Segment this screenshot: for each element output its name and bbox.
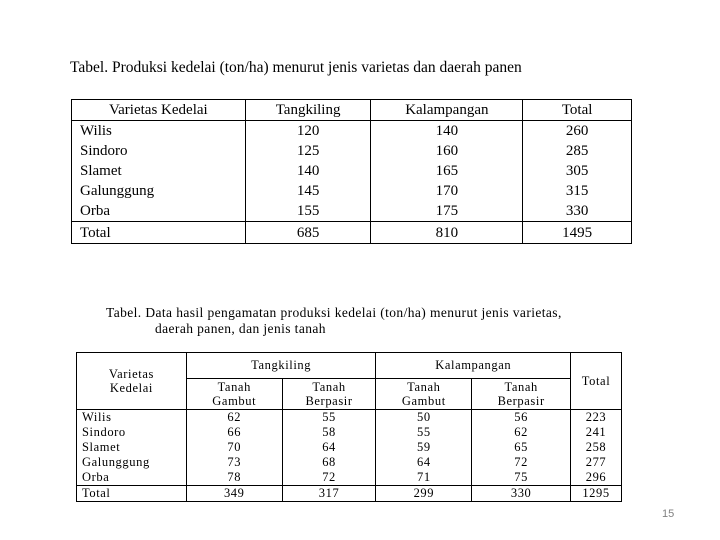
subheader-tanah-berpasir — [472, 379, 571, 410]
total-cell: 685 — [245, 222, 371, 244]
header-tangkiling: Tangkiling — [245, 100, 371, 121]
table1-total-row — [72, 222, 632, 244]
variety-cell: Orba — [72, 201, 246, 222]
table1-header-row — [72, 100, 632, 121]
subheader-line: Tanah — [407, 380, 441, 394]
value-cell: 64 — [376, 455, 472, 470]
header-total: Total — [571, 353, 622, 410]
value-cell: 160 — [371, 141, 523, 161]
table1-caption: Tabel. Produksi kedelai (ton/ha) menurut jenis varietas dan daerah panen — [70, 59, 522, 76]
variety-cell: Slamet — [77, 440, 187, 455]
subheader-tanah-gambut — [376, 379, 472, 410]
value-cell: 75 — [472, 470, 571, 486]
table-row — [77, 470, 622, 486]
subheader-tanah-berpasir — [282, 379, 376, 410]
value-cell: 170 — [371, 181, 523, 201]
value-cell: 140 — [371, 121, 523, 142]
value-cell: 125 — [245, 141, 371, 161]
value-cell: 65 — [472, 440, 571, 455]
page-number: 15 — [662, 508, 675, 520]
value-cell: 175 — [371, 201, 523, 222]
row-header-line1: Varietas — [108, 367, 154, 381]
subheader-line: Berpasir — [305, 394, 353, 408]
value-cell: 59 — [376, 440, 472, 455]
variety-cell: Orba — [77, 470, 187, 486]
observation-table — [76, 352, 622, 502]
value-cell: 140 — [245, 161, 371, 181]
total-label: Total — [77, 486, 187, 502]
total-cell: 1495 — [523, 222, 632, 244]
value-cell: 145 — [245, 181, 371, 201]
total-cell: 349 — [186, 486, 282, 502]
total-cell: 1295 — [571, 486, 622, 502]
value-cell: 55 — [376, 425, 472, 440]
value-cell: 64 — [282, 440, 376, 455]
row-header-line2: Kedelai — [109, 381, 153, 395]
value-cell: 285 — [523, 141, 632, 161]
header-total: Total — [523, 100, 632, 121]
variety-cell: Wilis — [72, 121, 246, 142]
value-cell: 62 — [186, 410, 282, 426]
table-row — [77, 410, 622, 426]
table2-caption-line2: daerah panen, dan jenis tanah — [155, 321, 326, 336]
value-cell: 155 — [245, 201, 371, 222]
variety-cell: Sindoro — [77, 425, 187, 440]
group-kalampangan: Kalampangan — [376, 353, 571, 379]
value-cell: 165 — [371, 161, 523, 181]
value-cell: 258 — [571, 440, 622, 455]
value-cell: 68 — [282, 455, 376, 470]
table2-total-row — [77, 486, 622, 502]
value-cell: 70 — [186, 440, 282, 455]
value-cell: 50 — [376, 410, 472, 426]
header-kalampangan: Kalampangan — [371, 100, 523, 121]
value-cell: 305 — [523, 161, 632, 181]
total-cell: 317 — [282, 486, 376, 502]
value-cell: 120 — [245, 121, 371, 142]
value-cell: 72 — [472, 455, 571, 470]
variety-cell: Slamet — [72, 161, 246, 181]
total-cell: 810 — [371, 222, 523, 244]
table-row — [72, 141, 632, 161]
value-cell: 296 — [571, 470, 622, 486]
variety-cell: Sindoro — [72, 141, 246, 161]
table-row — [77, 440, 622, 455]
table-row — [72, 201, 632, 222]
subheader-tanah-gambut — [186, 379, 282, 410]
value-cell: 72 — [282, 470, 376, 486]
value-cell: 241 — [571, 425, 622, 440]
value-cell: 55 — [282, 410, 376, 426]
value-cell: 223 — [571, 410, 622, 426]
subheader-line: Gambut — [401, 394, 446, 408]
subheader-line: Tanah — [217, 380, 251, 394]
table-row — [77, 425, 622, 440]
table2-caption-line1: Tabel. Data hasil pengamatan produksi kedelai (ton/ha) menurut jenis varietas, — [106, 305, 562, 320]
value-cell: 56 — [472, 410, 571, 426]
table-row — [72, 181, 632, 201]
table-row — [72, 121, 632, 142]
table2-caption — [106, 305, 562, 337]
value-cell: 260 — [523, 121, 632, 142]
value-cell: 73 — [186, 455, 282, 470]
total-cell: 330 — [472, 486, 571, 502]
table-row — [77, 455, 622, 470]
value-cell: 277 — [571, 455, 622, 470]
value-cell: 78 — [186, 470, 282, 486]
value-cell: 330 — [523, 201, 632, 222]
header-varietas: Varietas Kedelai — [72, 100, 246, 121]
value-cell: 66 — [186, 425, 282, 440]
header-varietas-kedelai — [77, 353, 187, 410]
value-cell: 71 — [376, 470, 472, 486]
total-cell: 299 — [376, 486, 472, 502]
total-label: Total — [72, 222, 246, 244]
group-tangkiling: Tangkiling — [186, 353, 376, 379]
value-cell: 62 — [472, 425, 571, 440]
subheader-line: Gambut — [212, 394, 257, 408]
variety-cell: Galunggung — [72, 181, 246, 201]
subheader-line: Tanah — [312, 380, 346, 394]
subheader-line: Tanah — [504, 380, 538, 394]
table-row — [72, 161, 632, 181]
value-cell: 315 — [523, 181, 632, 201]
value-cell: 58 — [282, 425, 376, 440]
subheader-line: Berpasir — [497, 394, 545, 408]
production-table — [71, 99, 632, 244]
table2-group-row — [77, 353, 622, 379]
variety-cell: Galunggung — [77, 455, 187, 470]
variety-cell: Wilis — [77, 410, 187, 426]
